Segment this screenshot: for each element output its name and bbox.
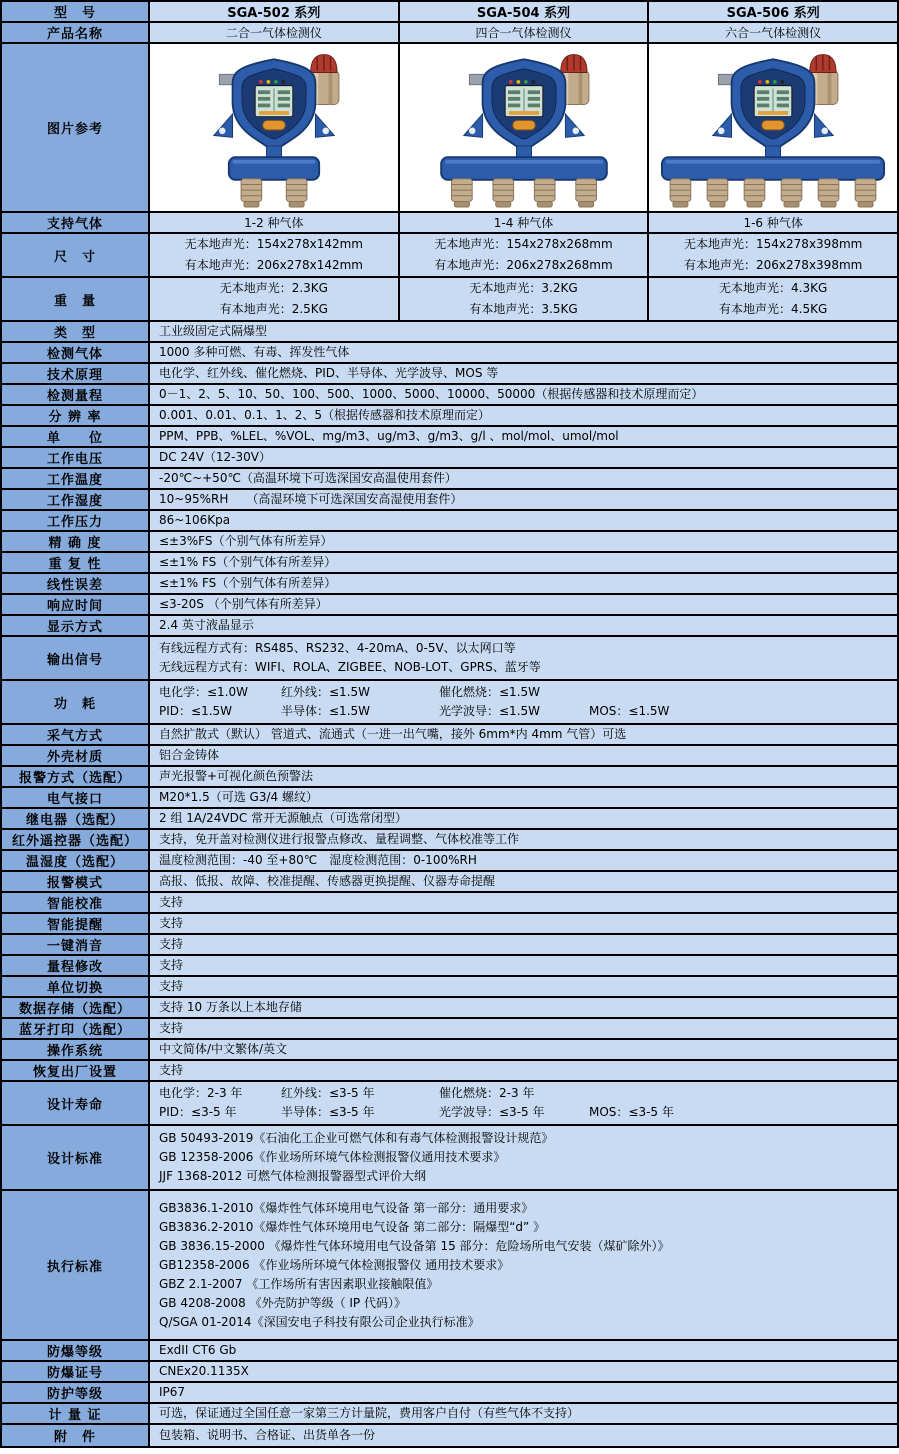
- spec-row: [2, 1061, 897, 1082]
- spec-row-label: 精 确 度: [2, 532, 150, 551]
- spec-row-value: [150, 851, 897, 870]
- spec-row: [2, 851, 897, 872]
- spec-line: 高报、低报、故障、校准提醒、传感器更换提醒、仪器寿命提醒: [159, 874, 496, 888]
- product-name-506: 六合一气体检测仪: [649, 23, 897, 42]
- spec-segment: 电化学：≤1.0W: [159, 685, 249, 699]
- spec-row-label: 报警方式（选配）: [2, 767, 150, 786]
- spec-row: [2, 977, 897, 998]
- spec-line: 可选，保证通过全国任意一家第三方计量院，费用客户自付（有些气体不支持）: [159, 1406, 580, 1420]
- spec-row-label: 技术原理: [2, 364, 150, 383]
- spec-row: [2, 1019, 897, 1040]
- spec-row: [2, 872, 897, 893]
- spec-row-label: 量程修改: [2, 956, 150, 975]
- spec-row-value: [150, 1019, 897, 1038]
- spec-row: [2, 1425, 897, 1446]
- spec-row-value: [150, 767, 897, 786]
- spec-row-label: 报警模式: [2, 872, 150, 891]
- product-name-row: [2, 23, 897, 44]
- spec-row-label: 类 型: [2, 322, 150, 341]
- spec-row-label: 电气接口: [2, 788, 150, 807]
- product-name-label: 产品名称: [2, 23, 150, 42]
- spec-row-value: [150, 427, 897, 446]
- spec-row-label: 单 位: [2, 427, 150, 446]
- spec-line: 支持，免开盖对检测仪进行报警点修改、量程调整、气体校准等工作: [159, 832, 520, 846]
- spec-row-label: 工作湿度: [2, 490, 150, 509]
- spec-row: [2, 1383, 897, 1404]
- model-row-label: 型 号: [2, 2, 150, 21]
- spec-row-label: 工作压力: [2, 511, 150, 530]
- spec-line: 支持: [159, 895, 184, 909]
- spec-row-label: 智能校准: [2, 893, 150, 912]
- spec-row-value: [150, 448, 897, 467]
- dimension-line: 无本地声光：154x278x268mm: [434, 237, 613, 251]
- spec-row-label: 检测量程: [2, 385, 150, 404]
- spec-line: ≤±1% FS（个别气体有所差异）: [159, 555, 337, 569]
- spec-line: ≤±1% FS（个别气体有所差异）: [159, 576, 337, 590]
- spec-line: 支持: [159, 937, 184, 951]
- spec-line: 铝合金铸体: [159, 748, 220, 762]
- spec-row-label: 线性误差: [2, 574, 150, 593]
- spec-row-label: 输出信号: [2, 637, 150, 679]
- spec-row-value: [150, 872, 897, 891]
- spec-row-label: 采气方式: [2, 725, 150, 744]
- spec-row: [2, 767, 897, 788]
- model-cell-sga502: SGA-502 系列: [150, 2, 400, 21]
- spec-row-value: [150, 809, 897, 828]
- gases-502: 1-2 种气体: [150, 213, 400, 232]
- model-cell-sga506: SGA-506 系列: [649, 2, 897, 21]
- gases-506: 1-6 种气体: [649, 213, 897, 232]
- spec-row: [2, 490, 897, 511]
- spec-row: [2, 1341, 897, 1362]
- spec-line: 工业级固定式隔爆型: [159, 324, 268, 338]
- spec-line: M20*1.5（可选 G3/4 螺纹）: [159, 790, 318, 804]
- spec-line: [159, 1084, 589, 1103]
- spec-line: [159, 683, 589, 702]
- spec-row: [2, 532, 897, 553]
- weight-line: 有本地声光：2.5KG: [219, 302, 328, 316]
- spec-row-label: 防爆证号: [2, 1362, 150, 1381]
- spec-row-value: [150, 914, 897, 933]
- spec-row: [2, 448, 897, 469]
- spec-row-label: 设计寿命: [2, 1082, 150, 1124]
- dimension-line: 有本地声光：206x278x142mm: [184, 258, 363, 272]
- spec-row: [2, 788, 897, 809]
- spec-row: [2, 553, 897, 574]
- spec-row-value: [150, 1425, 897, 1446]
- spec-line: PPM、PPB、%LEL、%VOL、mg/m3、ug/m3、g/m3、g/l 、mol/mol、umol/mol: [159, 429, 619, 443]
- spec-row-value: [150, 637, 897, 679]
- spec-line: GB 50493-2019《石油化工企业可燃气体和有毒气体检测报警设计规范》: [159, 1131, 554, 1145]
- spec-segment: PID：≤1.5W: [159, 704, 233, 718]
- spec-row-value: [150, 956, 897, 975]
- spec-segment: 光学波导：≤1.5W: [439, 704, 541, 718]
- dimensions-row: [2, 234, 897, 278]
- spec-row: [2, 893, 897, 914]
- spec-line: 温度检测范围：-40 至+80℃ 湿度检测范围：0-100%RH: [159, 853, 477, 867]
- product-image-row: [2, 44, 897, 213]
- spec-row-value: [150, 1082, 897, 1124]
- spec-row-value: [150, 553, 897, 572]
- weight-line: 无本地声光：2.3KG: [219, 281, 328, 295]
- spec-line: 10~95%RH （高湿环境下可选深国安高湿使用套件）: [159, 492, 463, 506]
- spec-line: ExdII CT6 Gb: [159, 1343, 237, 1357]
- spec-line: IP67: [159, 1385, 186, 1399]
- dimensions-502: [150, 234, 400, 276]
- spec-row: [2, 1126, 897, 1191]
- spec-segment: PID：≤3-5 年: [159, 1105, 237, 1119]
- spec-row-value: [150, 935, 897, 954]
- spec-row-value: [150, 364, 897, 383]
- spec-row-value: [150, 725, 897, 744]
- spec-line: 声光报警+可视化颜色预警法: [159, 769, 314, 783]
- spec-row-value: [150, 681, 897, 723]
- spec-row-value: [150, 343, 897, 362]
- spec-row-label: 附 件: [2, 1425, 150, 1446]
- spec-row: [2, 725, 897, 746]
- weight-line: 有本地声光：3.5KG: [469, 302, 578, 316]
- dimensions-label: 尺 寸: [2, 234, 150, 276]
- spec-row-value: [150, 1040, 897, 1059]
- spec-row-value: [150, 1341, 897, 1360]
- spec-line: 中文简体/中文繁体/英文: [159, 1042, 288, 1056]
- product-image-sga506: [654, 48, 892, 208]
- spec-row-label: 功 耗: [2, 681, 150, 723]
- weight-row: [2, 278, 897, 322]
- spec-row-label: 显示方式: [2, 616, 150, 635]
- spec-row: [2, 1362, 897, 1383]
- spec-row: [2, 637, 897, 681]
- spec-line: 支持: [159, 1021, 184, 1035]
- spec-row: [2, 322, 897, 343]
- weight-502: [150, 278, 400, 320]
- spec-line: 自然扩散式（默认） 管道式、流通式（一进一出气嘴，接外 6mm*内 4mm 气管）可选: [159, 727, 627, 741]
- spec-row: [2, 511, 897, 532]
- spec-row: [2, 385, 897, 406]
- spec-row-value: [150, 322, 897, 341]
- spec-line: 支持 10 万条以上本地存储: [159, 1000, 302, 1014]
- spec-row-value: [150, 1383, 897, 1402]
- spec-row-value: [150, 746, 897, 765]
- spec-row-label: 单位切换: [2, 977, 150, 996]
- dimension-line: 无本地声光：154x278x142mm: [184, 237, 363, 251]
- spec-row: [2, 616, 897, 637]
- supported-gases-label: 支持气体: [2, 213, 150, 232]
- spec-line: 无线远程方式有：WIFI、ROLA、ZIGBEE、NOB-LOT、GPRS、蓝牙等: [159, 660, 541, 674]
- spec-line: 支持: [159, 979, 184, 993]
- gases-504: 1-4 种气体: [400, 213, 650, 232]
- spec-line: 支持: [159, 958, 184, 972]
- spec-line: Q/SGA 01-2014《深国安电子科技有限公司企业执行标准》: [159, 1314, 480, 1329]
- product-image-label: 图片参考: [2, 44, 150, 211]
- spec-row-label: 防爆等级: [2, 1341, 150, 1360]
- spec-row: [2, 956, 897, 977]
- spec-line: 0－1、2、5、10、50、100、500、1000、5000、10000、50000（根据传感器和技术原理而定）: [159, 387, 704, 401]
- supported-gases-row: [2, 213, 897, 234]
- product-image-sga502: [155, 48, 393, 208]
- spec-row-label: 工作温度: [2, 469, 150, 488]
- spec-row-value: [150, 1191, 897, 1339]
- spec-row-value: [150, 998, 897, 1017]
- spec-segment: 催化燃烧：≤1.5W: [439, 685, 541, 699]
- spec-row-label: 一键消音: [2, 935, 150, 954]
- spec-row: [2, 595, 897, 616]
- spec-segment: 半导体：≤1.5W: [281, 704, 371, 718]
- spec-line: GB 4208-2008 《外壳防护等级（ IP 代码）》: [159, 1295, 406, 1310]
- spec-row: [2, 1082, 897, 1126]
- spec-row-label: 智能提醒: [2, 914, 150, 933]
- product-image-sga504: [405, 48, 643, 208]
- spec-row: [2, 1191, 897, 1341]
- weight-line: 无本地声光：3.2KG: [469, 281, 578, 295]
- spec-row-value: [150, 532, 897, 551]
- model-row: [2, 2, 897, 23]
- spec-segment: 催化燃烧：2-3 年: [439, 1086, 535, 1100]
- spec-row-label: 温湿度（选配）: [2, 851, 150, 870]
- spec-row-value: [150, 616, 897, 635]
- spec-line: GB12358-2006 《作业场所环境气体检测报警仪 通用技术要求》: [159, 1257, 510, 1272]
- spec-row-label: 分 辨 率: [2, 406, 150, 425]
- spec-row-label: 重 复 性: [2, 553, 150, 572]
- spec-line: 2.4 英寸液晶显示: [159, 618, 254, 632]
- spec-line: [159, 1103, 674, 1122]
- dimension-line: 有本地声光：206x278x398mm: [684, 258, 863, 272]
- spec-row-value: [150, 1061, 897, 1080]
- spec-line: -20℃~+50℃（高温环境下可选深国安高温使用套件）: [159, 471, 457, 485]
- spec-row-value: [150, 893, 897, 912]
- spec-line: GB 3836.15-2000 《爆炸性气体环境用电气设备第 15 部分：危险场所电气安装（煤矿除外）》: [159, 1238, 670, 1253]
- spec-row: [2, 343, 897, 364]
- spec-row-label: 操作系统: [2, 1040, 150, 1059]
- spec-row: [2, 830, 897, 851]
- product-name-504: 四合一气体检测仪: [400, 23, 650, 42]
- spec-row-label: 数据存储（选配）: [2, 998, 150, 1017]
- spec-row-label: 执行标准: [2, 1191, 150, 1339]
- spec-row: [2, 427, 897, 448]
- spec-row: [2, 574, 897, 595]
- spec-line: ≤3-20S （个别气体有所差异）: [159, 597, 328, 611]
- spec-row-label: 设计标准: [2, 1126, 150, 1189]
- spec-row: [2, 935, 897, 956]
- spec-row-value: [150, 406, 897, 425]
- spec-line: 86~106Kpa: [159, 513, 231, 527]
- spec-line: ≤±3%FS（个别气体有所差异）: [159, 534, 333, 548]
- product-name-502: 二合一气体检测仪: [150, 23, 400, 42]
- spec-row: [2, 364, 897, 385]
- spec-row-value: [150, 1362, 897, 1381]
- spec-line: [159, 702, 669, 721]
- spec-line: 2 组 1A/24VDC 常开无源触点（可选常闭型）: [159, 811, 408, 825]
- spec-line: 有线远程方式有：RS485、RS232、4-20mA、0-5V、以太网口等: [159, 641, 516, 655]
- spec-segment: MOS：≤3-5 年: [589, 1105, 674, 1119]
- spec-row: [2, 809, 897, 830]
- spec-row-value: [150, 830, 897, 849]
- spec-row: [2, 998, 897, 1019]
- spec-line: 电化学、红外线、催化燃烧、PID、半导体、光学波导、MOS 等: [159, 366, 499, 380]
- spec-row: [2, 746, 897, 767]
- spec-row: [2, 681, 897, 725]
- spec-line: DC 24V（12-30V）: [159, 450, 271, 464]
- spec-row-label: 工作电压: [2, 448, 150, 467]
- spec-line: 支持: [159, 916, 184, 930]
- spec-row-value: [150, 490, 897, 509]
- spec-row-label: 继电器（选配）: [2, 809, 150, 828]
- spec-row-value: [150, 574, 897, 593]
- weight-line: 有本地声光：4.5KG: [719, 302, 828, 316]
- spec-row-label: 响应时间: [2, 595, 150, 614]
- spec-row-value: [150, 469, 897, 488]
- spec-line: GBZ 2.1-2007 《工作场所有害因素职业接触限值》: [159, 1276, 439, 1291]
- spec-line: 0.001、0.01、0.1、1、2、5（根据传感器和技术原理而定）: [159, 408, 491, 422]
- spec-row-label: 外壳材质: [2, 746, 150, 765]
- spec-row: [2, 406, 897, 427]
- spec-segment: 光学波导：≤3-5 年: [439, 1105, 545, 1119]
- weight-504: [400, 278, 650, 320]
- weight-label: 重 量: [2, 278, 150, 320]
- spec-line: GB 12358-2006《作业场所环境气体检测报警仪通用技术要求》: [159, 1150, 506, 1164]
- spec-row: [2, 469, 897, 490]
- spec-row-value: [150, 788, 897, 807]
- spec-row-label: 计 量 证: [2, 1404, 150, 1423]
- spec-row-value: [150, 385, 897, 404]
- spec-segment: MOS：≤1.5W: [589, 704, 670, 718]
- dimension-line: 无本地声光：154x278x398mm: [684, 237, 863, 251]
- weight-line: 无本地声光：4.3KG: [719, 281, 828, 295]
- spec-row-value: [150, 1126, 897, 1189]
- spec-row-value: [150, 977, 897, 996]
- spec-line: CNEx20.1135X: [159, 1364, 249, 1378]
- spec-row: [2, 1040, 897, 1061]
- spec-row-value: [150, 1404, 897, 1423]
- spec-row: [2, 914, 897, 935]
- spec-row-label: 防护等级: [2, 1383, 150, 1402]
- spec-line: GB3836.1-2010《爆炸性气体环境用电气设备 第一部分：通用要求》: [159, 1200, 534, 1215]
- spec-line: 包装箱、说明书、合格证、出货单各一份: [159, 1428, 376, 1442]
- spec-row-label: 恢复出厂设置: [2, 1061, 150, 1080]
- weight-506: [649, 278, 897, 320]
- spec-segment: 电化学：2-3 年: [159, 1086, 243, 1100]
- spec-row-label: 检测气体: [2, 343, 150, 362]
- spec-row-value: [150, 511, 897, 530]
- spec-row-label: 红外遥控器（选配）: [2, 830, 150, 849]
- spec-segment: 半导体：≤3-5 年: [281, 1105, 375, 1119]
- dimensions-504: [400, 234, 650, 276]
- model-cell-sga504: SGA-504 系列: [400, 2, 650, 21]
- spec-segment: 红外线：≤1.5W: [281, 685, 371, 699]
- spec-segment: 红外线：≤3-5 年: [281, 1086, 375, 1100]
- dimensions-506: [649, 234, 897, 276]
- spec-line: GB3836.2-2010《爆炸性气体环境用电气设备 第二部分：隔爆型“d” 》: [159, 1219, 546, 1234]
- dimension-line: 有本地声光：206x278x268mm: [434, 258, 613, 272]
- spec-row: [2, 1404, 897, 1425]
- spec-row-value: [150, 595, 897, 614]
- spec-line: 支持: [159, 1063, 184, 1077]
- spec-line: 1000 多种可燃、有毒、挥发性气体: [159, 345, 350, 359]
- spec-row-label: 蓝牙打印（选配）: [2, 1019, 150, 1038]
- spec-line: JJF 1368-2012 可燃气体检测报警器型式评价大纲: [159, 1169, 427, 1183]
